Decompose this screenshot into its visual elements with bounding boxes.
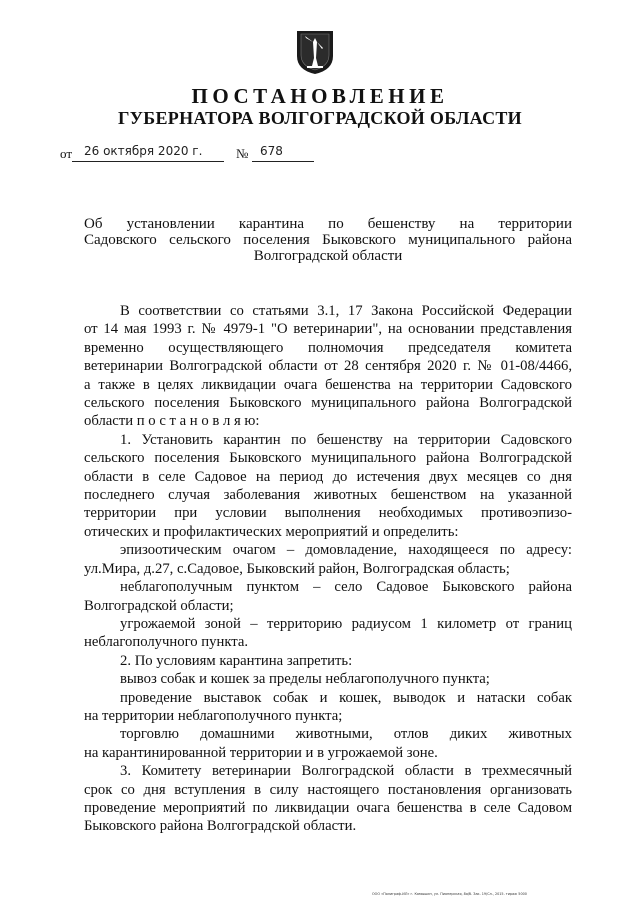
body-line: на территории неблагополучного пункта; [84, 707, 343, 724]
body-line: проведение мероприятий по ликвидации очага бешенства в селе Садовом [84, 799, 572, 816]
document-number: 678 [260, 144, 283, 158]
document-body [84, 302, 572, 836]
date-underline [72, 161, 224, 162]
body-line: территории при условии выполнения необходимых противоэпизо- [84, 505, 572, 522]
body-line: В соответствии со статьями 3.1, 17 Закона Российской Федерации [120, 303, 572, 319]
document-date: 26 октября 2020 г. [84, 144, 203, 158]
body-line: неблагополучным пунктом – село Садовое Быковского района [120, 579, 572, 596]
body-line: угрожаемой зоной – территорию радиусом 1 километр от границ [120, 615, 572, 632]
body-line: ветеринарии Волгоградской области от 28 сентября 2020 г. № 01-08/4466, [84, 358, 572, 375]
body-line: 2. По условиям карантина запретить: [120, 652, 353, 669]
body-line: отических и профилактических мероприятий и определить: [84, 523, 459, 540]
subject-line: Садовского сельского поселения Быковского муниципального района [84, 232, 572, 248]
document-subtitle: ГУБЕРНАТОРА ВОЛГОГРАДСКОЙ ОБЛАСТИ [118, 108, 522, 128]
body-line: ул.Мира, д.27, с.Садовое, Быковский район, Волгоградская область; [84, 560, 510, 577]
number-underline [252, 161, 314, 162]
body-line: эпизоотическим очагом – домовладение, находящееся по адресу: [120, 542, 572, 559]
body-line: временно осуществляющего полномочия председателя комитета [84, 339, 572, 356]
body-line: сельского поселения Быковского муниципального района Волгоградской [84, 395, 572, 412]
subject-line: Волгоградской области [253, 248, 403, 264]
document-subject [84, 216, 572, 264]
body-line: проведение выставок собак и кошек, выводок и натаски собак [120, 689, 572, 706]
from-label: от [60, 146, 73, 161]
body-line: на карантинированной территории и в угрожаемой зоне. [84, 744, 438, 761]
subject-line: Об установлении карантина по бешенству на территории [84, 216, 572, 232]
body-line: торговлю домашними животными, отлов диких животных [120, 726, 572, 743]
body-line: Волгоградской области; [84, 597, 234, 614]
number-label: № [236, 146, 249, 161]
body-line: последнего случая заболевания животных бешенством на указанной [84, 487, 572, 504]
document-title: ПОСТАНОВЛЕНИЕ [191, 84, 449, 108]
body-line: 1. Установить карантин по бешенству на территории Садовского [120, 431, 572, 448]
body-line: срок со дня вступления в силу настоящего постановления организовать [84, 781, 572, 798]
body-line: неблагополучного пункта. [84, 634, 249, 651]
body-line: а также в целях ликвидации очага бешенства на территории Садовского [84, 376, 572, 393]
printer-imprint: ООО «Полиграф-ИЛ» г. Камышин, ул. Пионерская, 8а/б. Зак. 19/Сл., 2015. тираж 5000 [372, 892, 527, 896]
body-line: Быковского района Волгоградской области. [84, 818, 357, 835]
body-line: области в селе Садовое на период до истечения двух месяцев со дня [84, 468, 572, 485]
volgograd-coat-of-arms-icon [293, 28, 337, 76]
body-line: вывоз собак и кошек за пределы неблагополучного пункта; [120, 671, 490, 688]
body-line: 3. Комитету ветеринарии Волгоградской области в трехмесячный [120, 763, 572, 780]
body-line: сельского поселения Быковского муниципального района Волгоградской [84, 450, 572, 467]
body-line: от 14 мая 1993 г. № 4979-1 "О ветеринарии", на основании представления [84, 321, 572, 338]
body-line: области п о с т а н о в л я ю: [84, 413, 260, 430]
